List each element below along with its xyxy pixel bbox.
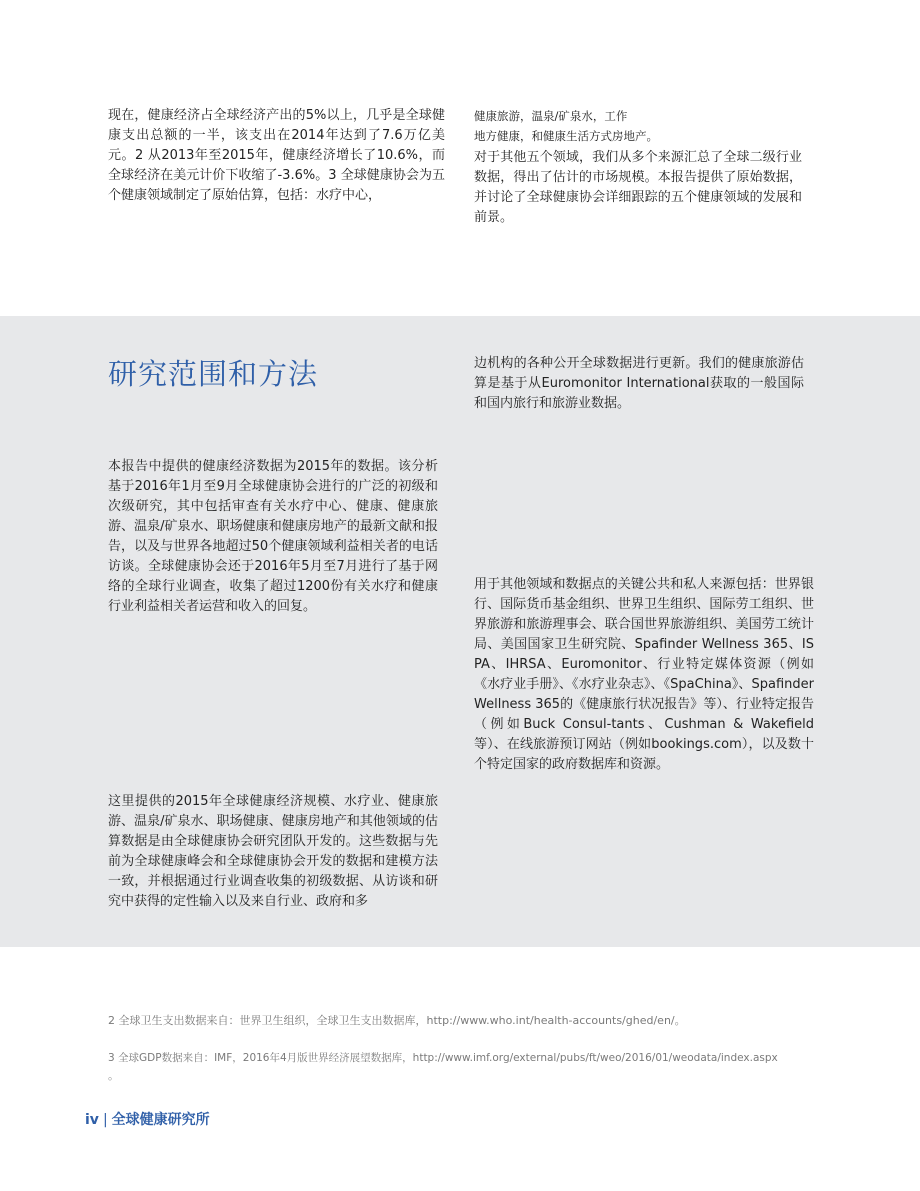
intro-right-line-2: 地方健康，和健康生活方式房地产。 <box>474 129 658 143</box>
intro-right-line-1: 健康旅游，温泉/矿泉水，工作 <box>474 109 628 123</box>
intro-left-paragraph: 现在，健康经济占全球经济产出的5%以上，几乎是全球健康支出总额的一半，该支出在2014年达到了7.6万亿美元。2 从2013年至2015年，健康经济增长了10.6%，而全球经济在美元计价下收缩了-3.6%。3 全球健康协会为五个健康领域制定了原始估算，包括：水疗中心， <box>108 108 445 203</box>
page-footer <box>85 1110 210 1130</box>
methodology-right-paragraph-1: 边机构的各种公开全球数据进行更新。我们的健康旅游估算是基于从Euromonitor International获取的一般国际和国内旅行和旅游业数据。 <box>474 356 804 411</box>
methodology-left-paragraph-1: 本报告中提供的健康经济数据为2015年的数据。该分析基于2016年1月至9月全球健康协会进行的广泛的初级和次级研究，其中包括审查有关水疗中心、健康、健康旅游、温泉/矿泉水、职场健康和健康房地产的最新文献和报告，以及与世界各地超过50个健康领域利益相关者的电话访谈。全球健康协会还于2016年5月至7月进行了基于网络的全球行业调查，收集了超过1200份有关水疗和健康行业利益相关者运营和收入的回复。 <box>108 459 438 614</box>
footer-org-name: 全球健康研究所 <box>111 1112 210 1128</box>
page-number: iv <box>85 1112 99 1128</box>
section-title: 研究范围和方法 <box>108 357 319 391</box>
methodology-right-paragraph-2: 用于其他领域和数据点的关键公共和私人来源包括：世界银行、国际货币基金组织、世界卫生组织、国际劳工组织、世界旅游和旅游理事会、联合国世界旅游组织、美国劳工统计局、美国国家卫生研究院、Spafinder Wellness 365、ISPA、IHRSA、Euromonitor、行业特定媒体资源（例如《水疗业手册》、《水疗业杂志》、《SpaChina》、Spafinder Wellness 365的《健康旅行状况报告》等）、行业特定报告（例如Buck Consul-tants、Cushman & Wakefield等）、在线旅游预订网站（例如bookings.com），以及数十个特定国家的政府数据库和资源。 <box>474 577 814 772</box>
footnote-3-line-1: 3 全球GDP数据来自：IMF，2016年4月版世界经济展望数据库，http://www.imf.org/external/pubs/ft/weo/2016/01/weodata/index.aspx <box>108 1052 778 1064</box>
footer-separator: | <box>102 1112 108 1128</box>
footnote-3-line-2: 。 <box>108 1069 119 1082</box>
intro-right-paragraph: 对于其他五个领域，我们从多个来源汇总了全球二级行业数据，得出了估计的市场规模。本报告提供了原始数据，并讨论了全球健康协会详细跟踪的五个健康领域的发展和前景。 <box>474 150 802 225</box>
footnote-2: 2 全球卫生支出数据来自：世界卫生组织，全球卫生支出数据库，http://www.who.int/health-accounts/ghed/en/。 <box>108 1014 686 1027</box>
methodology-left-paragraph-2: 这里提供的2015年全球健康经济规模、水疗业、健康旅游、温泉/矿泉水、职场健康、健康房地产和其他领域的估算数据是由全球健康协会研究团队开发的。这些数据与先前为全球健康峰会和全球健康协会开发的数据和建模方法一致，并根据通过行业调查收集的初级数据、从访谈和研究中获得的定性输入以及来自行业、政府和多 <box>108 794 438 909</box>
